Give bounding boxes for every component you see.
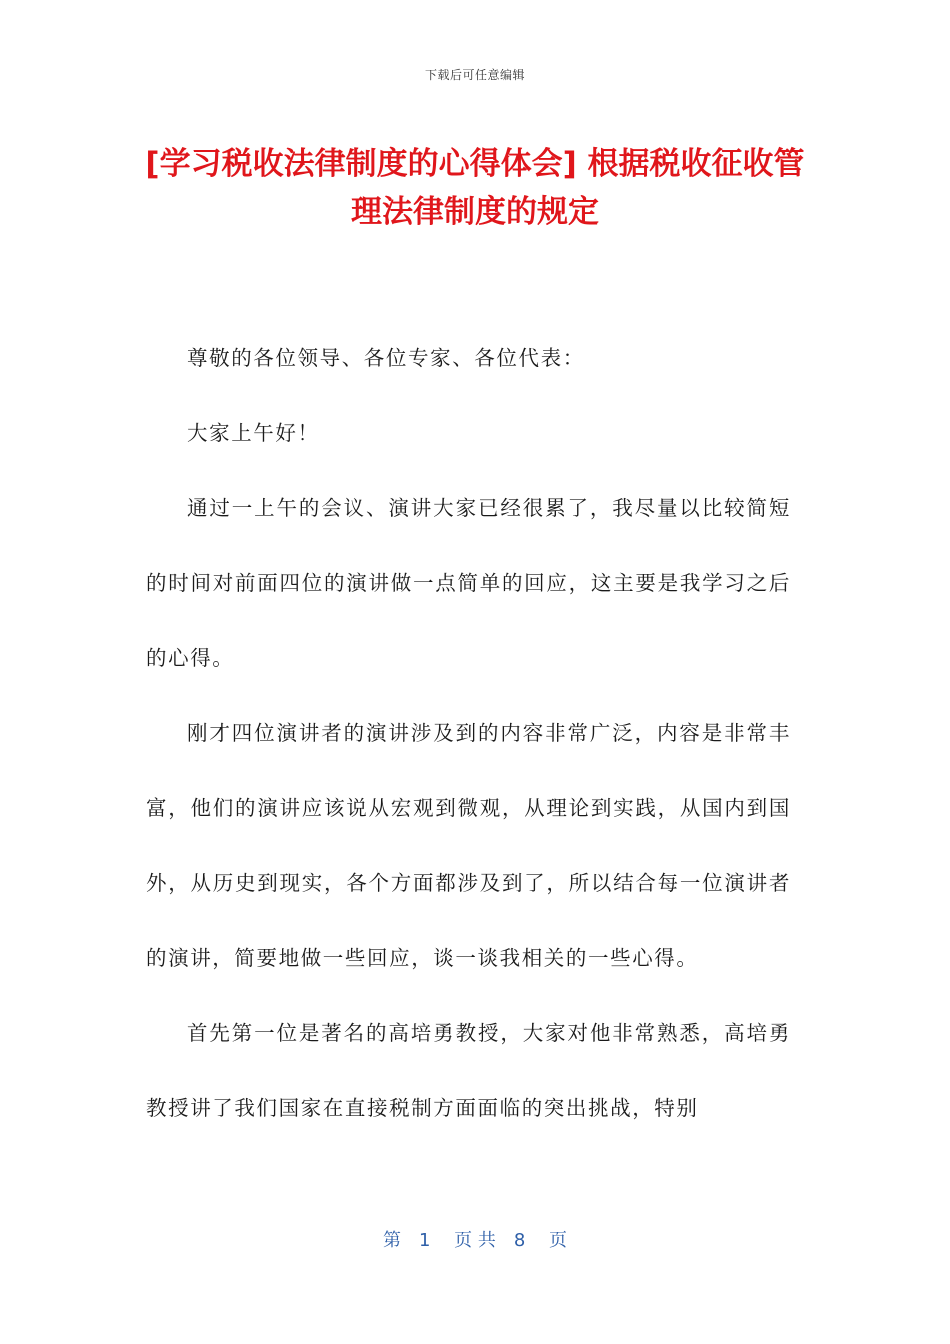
- document-title: [学习税收法律制度的心得体会] 根据税收征收管理法律制度的规定: [145, 146, 805, 230]
- page-number-footer: 第 1 页 共 8 页: [382, 1230, 568, 1251]
- paragraph: 首先第一位是著名的高培勇教授，大家对他非常熟悉，高培勇教授讲了我们国家在直接税制方面面临的突出挑战，特别: [146, 1021, 791, 1120]
- header-note: 下载后可任意编辑: [424, 68, 525, 82]
- paragraph: 刚才四位演讲者的演讲涉及到的内容非常广泛，内容是非常丰富，他们的演讲应该说从宏观到微观，从理论到实践，从国内到国外，从历史到现实，各个方面都涉及到了，所以结合每一位演讲者的演讲，简要地做一些回应，谈一谈我相关的一些心得。: [146, 721, 791, 970]
- paragraph: 通过一上午的会议、演讲大家已经很累了，我尽量以比较简短的时间对前面四位的演讲做一点简单的回应，这主要是我学习之后的心得。: [146, 496, 791, 670]
- paragraph-greeting: 大家上午好！: [187, 421, 320, 445]
- paragraph-salutation: 尊敬的各位领导、各位专家、各位代表：: [187, 346, 585, 370]
- document-body: [146, 321, 791, 1146]
